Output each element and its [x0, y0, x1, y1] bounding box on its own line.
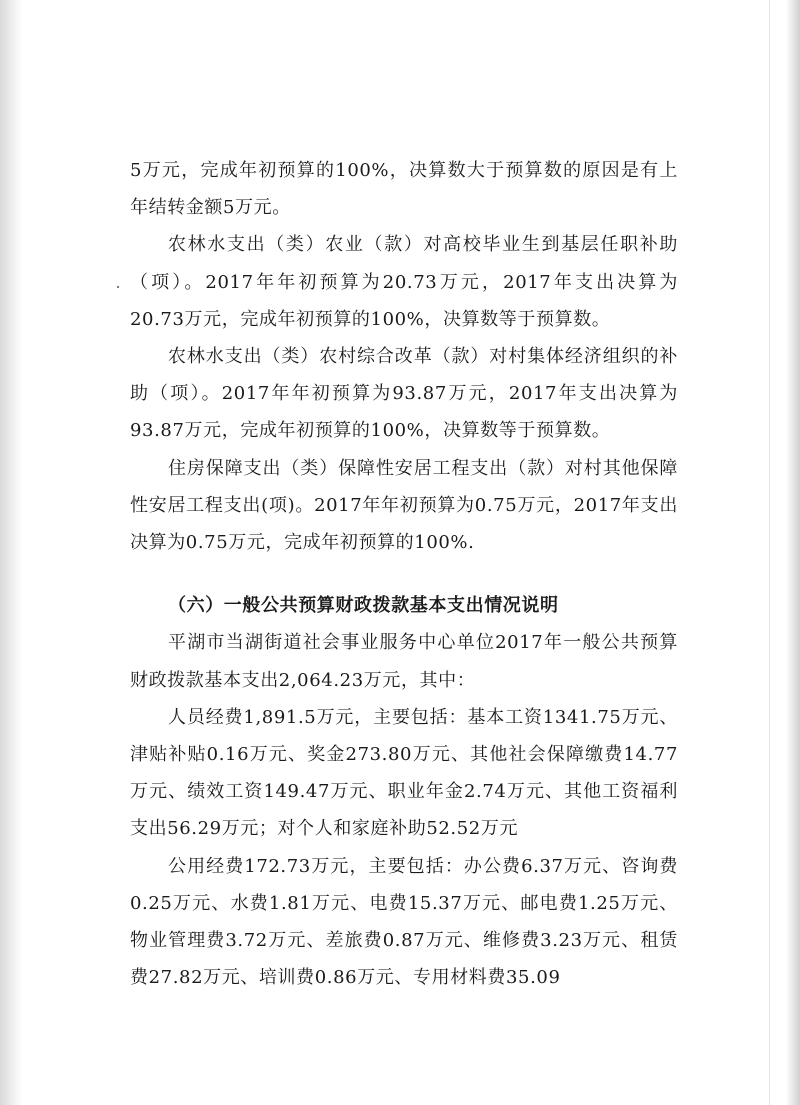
paragraph-continuation: 5万元，完成年初预算的100%，决算数大于预算数的原因是有上年结转金额5万元。 — [130, 160, 678, 219]
scan-fold-line — [769, 0, 770, 1105]
section-gap — [130, 561, 678, 587]
section-heading: （六）一般公共预算财政拨款基本支出情况说明 — [168, 595, 559, 617]
scan-speck — [117, 286, 119, 288]
scan-shadow-left — [0, 0, 22, 1105]
paragraph-housing-security: 住房保障支出（类）保障性安居工程支出（款）对村其他保障性安居工程支出(项)。2017年年初预算为0.75万元，2017年支出决算为0.75万元，完成年初预算的100%. — [130, 457, 678, 554]
paragraph-agriculture-graduates: 农林水支出（类）农业（款）对高校毕业生到基层任职补助（项）。2017年年初预算为20.73万元，2017年支出决算为20.73万元，完成年初预算的100%，决算数等于预算数。 — [130, 234, 678, 330]
paragraph-basic-expenditure: 平湖市当湖街道社会事业服务中心单位2017年一般公共预算财政拨款基本支出2,064.23万元，其中： — [130, 632, 678, 691]
paragraph-personnel-expenses: 人员经费1,891.5万元，主要包括：基本工资1341.75万元、津贴补贴0.16万元、奖金273.80万元、其他社会保障缴费14.77万元、绩效工资149.47万元、职业年金2.74万元、其他工资福利支出56.29万元；对个人和家庭补助52.52万元 — [130, 706, 678, 840]
document-body — [130, 152, 678, 996]
paragraph-public-expenses: 公用经费172.73万元，主要包括：办公费6.37万元、咨询费0.25万元、水费1.81万元、电费15.37万元、邮电费1.25万元、物业管理费3.72万元、差旅费0.87万元、维修费3.23万元、租赁费27.82万元、培训费0.86万元、专用材料费35.09 — [130, 855, 678, 989]
scan-shadow-right — [786, 0, 800, 1105]
paragraph-rural-reform: 农林水支出（类）农村综合改革（款）对村集体经济组织的补助（项）。2017年年初预算为93.87万元，2017年支出决算为93.87万元，完成年初预算的100%，决算数等于预算数。 — [130, 346, 678, 442]
